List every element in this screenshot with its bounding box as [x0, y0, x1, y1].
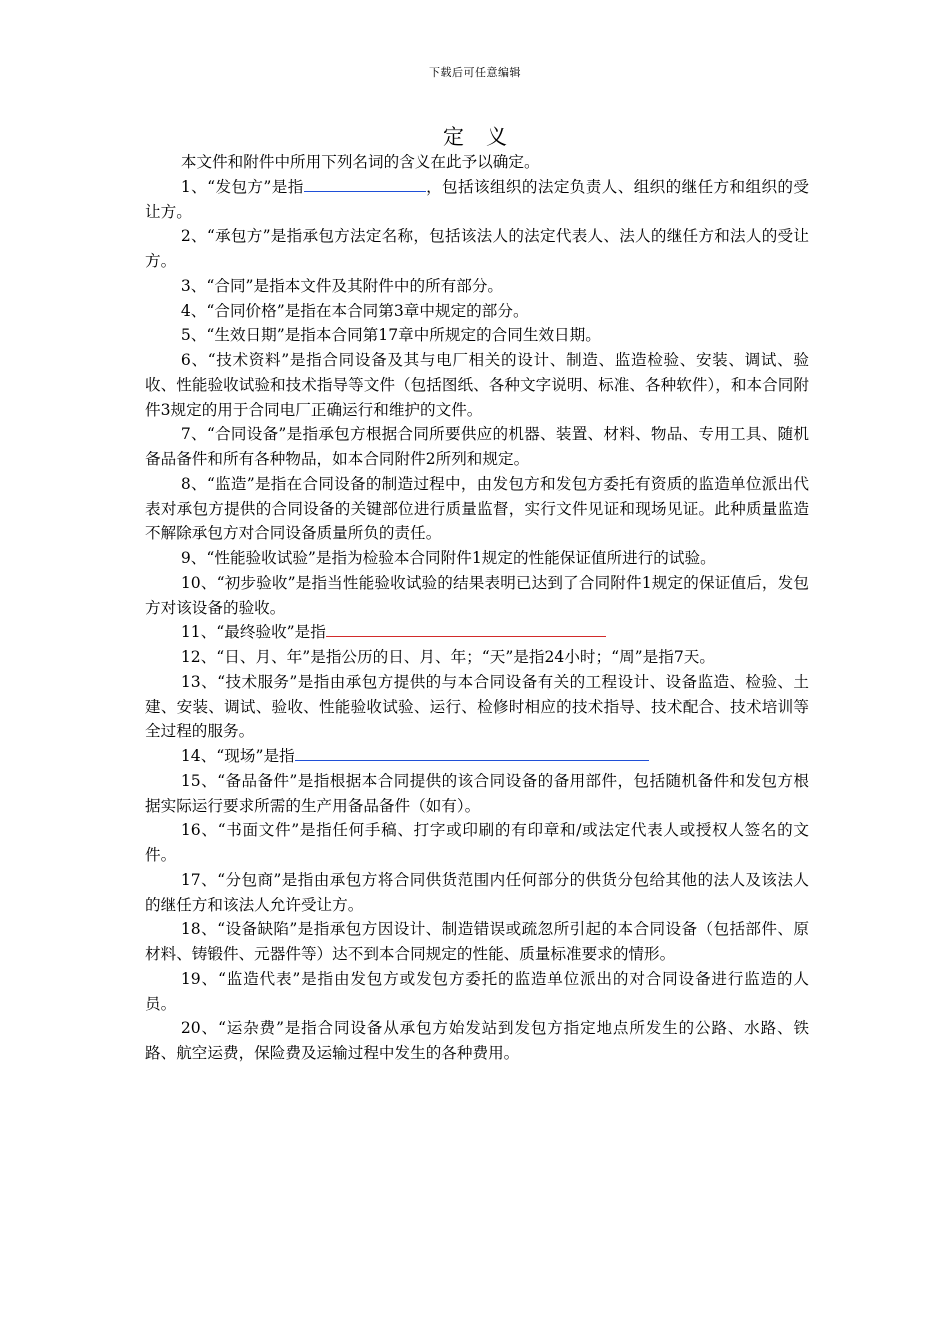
definition-7: 7、“合同设备”是指承包方根据合同所要供应的机器、装置、材料、物品、专用工具、随机备品备件和所有各种物品，如本合同附件2所列和规定。 — [145, 425, 809, 468]
definition-17: 17、“分包商”是指由承包方将合同供货范围内任何部分的供货分包给其他的法人及该法人的继任方和该法人允许受让方。 — [145, 870, 809, 914]
definition-16: 16、“书面文件”是指任何手稿、打字或印刷的有印章和/或法定代表人或授权人签名的文件。 — [145, 821, 809, 864]
definition-1-lead: 1、“发包方”是指 — [180, 177, 304, 196]
document-body — [145, 150, 809, 1066]
intro-paragraph: 本文件和附件中所用下列名词的含义在此予以确定。 — [180, 153, 540, 171]
definition-3: 3、“合同”是指本文件及其附件中的所有部分。 — [180, 276, 504, 295]
definition-8: 8、“监造”是指在合同设备的制造过程中，由发包方和发包方委托有资质的监造单位派出代表对承包方提供的合同设备的关键部位进行质量监督，实行文件见证和现场见证。此种质量监造不解除承包方对合同设备质量所负的责任。 — [145, 474, 809, 543]
definition-20: 20、“运杂费”是指合同设备从承包方始发站到发包方指定地点所发生的公路、水路、铁路、航空运费，保险费及运输过程中发生的各种费用。 — [145, 1019, 809, 1062]
definition-12: 12、“日、月、年”是指公历的日、月、年；“天”是指24小时；“周”是指7天。 — [180, 648, 715, 666]
blank-fill-field[interactable] — [326, 635, 606, 637]
definition-2: 2、“承包方”是指承包方法定名称，包括该法人的法定代表人、法人的继任方和法人的受让方。 — [145, 227, 809, 270]
definition-18: 18、“设备缺陷”是指承包方因设计、制造错误或疏忽所引起的本合同设备（包括部件、原材料、铸锻件、元器件等）达不到本合同规定的性能、质量标准要求的情形。 — [145, 920, 809, 963]
definition-1-rest: ，包括该组织的法定负责人、组织的继任方和组织的受让方。 — [145, 177, 809, 221]
definition-14 — [145, 744, 809, 769]
blank-fill-field[interactable] — [304, 190, 426, 192]
definition-10: 10、“初步验收”是指当性能验收试验的结果表明已达到了合同附件1规定的保证值后，发包方对该设备的验收。 — [145, 573, 809, 617]
blank-fill-field[interactable] — [295, 759, 649, 761]
definition-5: 5、“生效日期”是指本合同第17章中所规定的合同生效日期。 — [180, 326, 601, 345]
definition-1 — [145, 175, 809, 225]
definition-6: 6、“技术资料”是指合同设备及其与电厂相关的设计、制造、监造检验、安装、调试、验收、性能验收试验和技术指导等文件（包括图纸、各种文字说明、标准、各种软件），和本合同附件3规定的用于合同电厂正确运行和维护的文件。 — [145, 351, 809, 419]
definition-13: 13、“技术服务”是指由承包方提供的与本合同设备有关的工程设计、设备监造、检验、土建、安装、调试、验收、性能验收试验、运行、检修时相应的技术指导、技术配合、技术培训等全过程的服务。 — [145, 672, 809, 741]
page-header-note: 下载后可任意编辑 — [429, 66, 521, 79]
definition-19: 19、“监造代表”是指由发包方或发包方委托的监造单位派出的对合同设备进行监造的人员。 — [145, 969, 809, 1013]
definition-14-lead: 14、“现场”是指 — [180, 747, 295, 765]
definition-11 — [145, 620, 809, 645]
definition-11-lead: 11、“最终验收”是指 — [180, 623, 326, 642]
definition-15: 15、“备品备件”是指根据本合同提供的该合同设备的备用部件，包括随机备件和发包方根据实际运行要求所需的生产用备品备件（如有）。 — [145, 771, 809, 815]
document-title: 定义 — [443, 125, 529, 149]
definition-4: 4、“合同价格”是指在本合同第3章中规定的部分。 — [180, 301, 529, 320]
definition-9: 9、“性能验收试验”是指为检验本合同附件1规定的性能保证值所进行的试验。 — [180, 549, 716, 567]
